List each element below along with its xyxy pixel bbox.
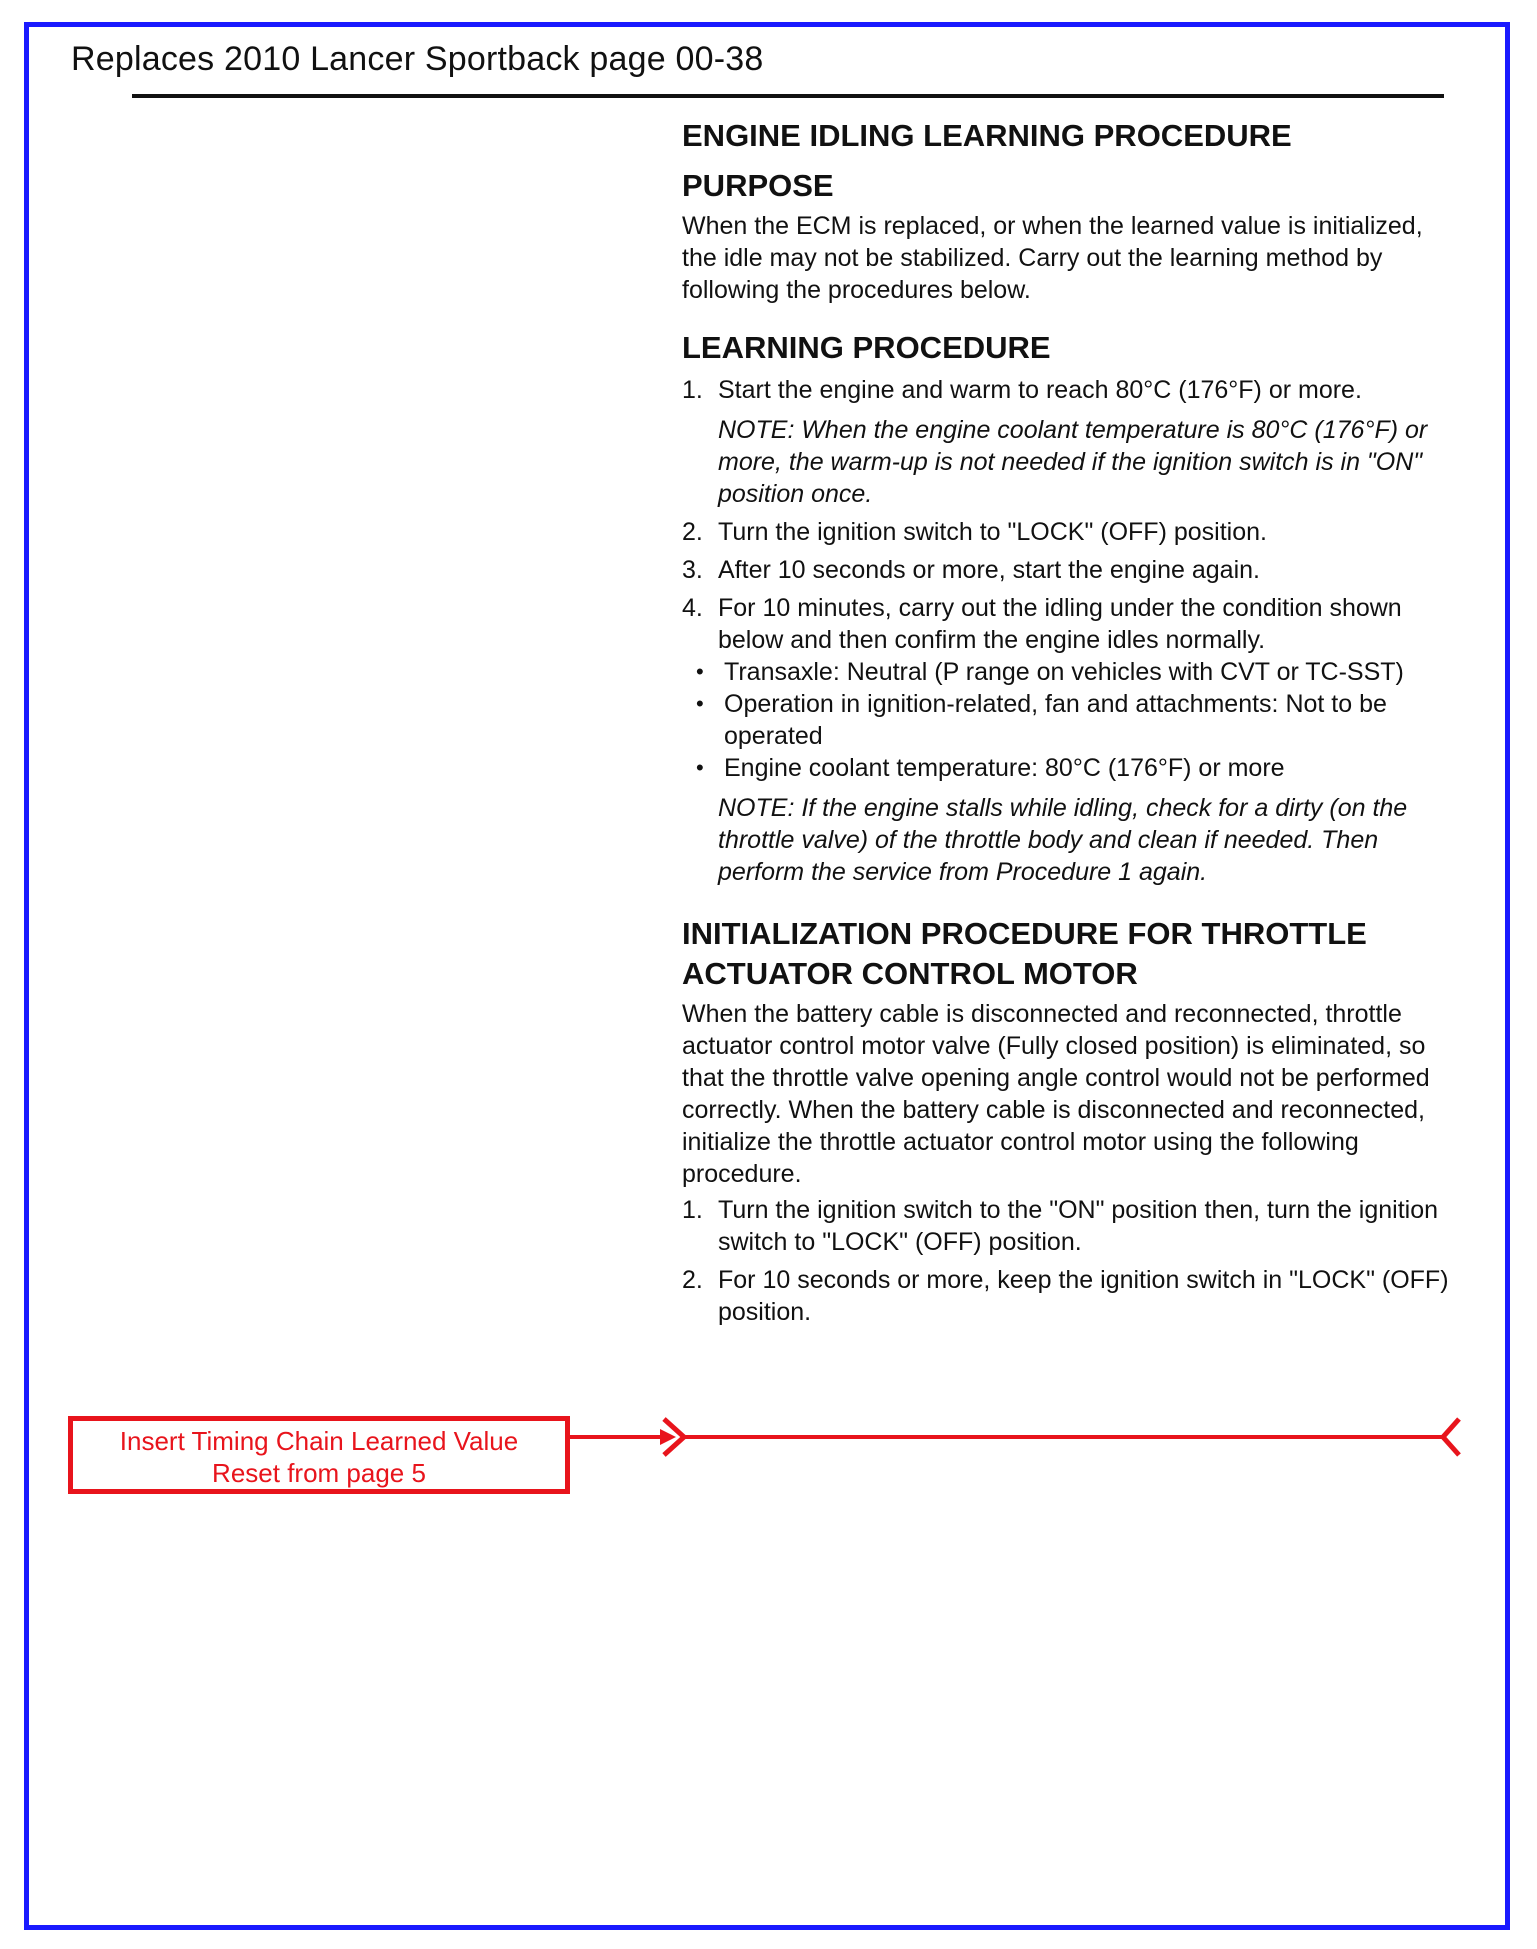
bullet-text: Engine coolant temperature: 80°C (176°F) or more bbox=[724, 754, 1285, 782]
step-number: 3. bbox=[682, 556, 703, 584]
bullet-icon: • bbox=[696, 659, 704, 684]
step-number: 2. bbox=[682, 518, 703, 546]
step-number: 1. bbox=[682, 376, 703, 404]
step-text: Turn the ignition switch to the "ON" position then, turn the ignition switch to "LOCK" (OFF) position. bbox=[718, 1196, 1438, 1256]
insert-note-line-2: Reset from page 5 bbox=[212, 1458, 426, 1488]
step-text: After 10 seconds or more, start the engine again. bbox=[718, 556, 1260, 584]
step-text: Start the engine and warm to reach 80°C (176°F) or more. bbox=[718, 376, 1362, 404]
insert-end-bracket-icon bbox=[1443, 1419, 1459, 1455]
bullet-text: Operation in ignition-related, fan and attachments: Not to be operated bbox=[724, 690, 1387, 750]
arrow-head-icon bbox=[660, 1429, 676, 1445]
idling-procedure-title: ENGINE IDLING LEARNING PROCEDURE bbox=[682, 118, 1292, 153]
step-number: 2. bbox=[682, 1266, 703, 1294]
step-text: For 10 seconds or more, keep the ignition switch in "LOCK" (OFF) position. bbox=[718, 1266, 1449, 1326]
learning-note-2: NOTE: If the engine stalls while idling, check for a dirty (on the throttle valve) of the throttle body and clean if needed. Then perform the service from Procedure 1 again. bbox=[718, 794, 1408, 886]
learning-procedure-heading: LEARNING PROCEDURE bbox=[682, 330, 1051, 365]
step-text: For 10 minutes, carry out the idling under the condition shown below and then confirm the engine idles normally. bbox=[718, 594, 1402, 654]
bullet-icon: • bbox=[696, 755, 704, 780]
insert-note-line-1: Insert Timing Chain Learned Value bbox=[119, 1426, 519, 1456]
throttle-initialization-heading: INITIALIZATION PROCEDURE FOR THROTTLE ACTUATOR CONTROL MOTOR bbox=[682, 916, 1367, 991]
page-header-title: Replaces 2010 Lancer Sportback page 00-38 bbox=[71, 40, 764, 78]
purpose-heading: PURPOSE bbox=[682, 168, 834, 203]
bullet-icon: • bbox=[696, 691, 704, 716]
step-text: Turn the ignition switch to "LOCK" (OFF) position. bbox=[718, 518, 1267, 546]
insert-note-box bbox=[68, 1416, 570, 1494]
throttle-initialization-text: When the battery cable is disconnected and reconnected, throttle actuator control motor valve (Fully closed position) is eliminated, so that the throttle valve opening angle control would not be performed correctly. When the battery cable is disconnected and reconnected, initialize the throttle actuator control motor using the following procedure. bbox=[682, 1000, 1430, 1188]
purpose-text: When the ECM is replaced, or when the learned value is initialized, the idle may not be stabilized. Carry out the learning method by following the procedures below. bbox=[682, 212, 1423, 304]
step-number: 1. bbox=[682, 1196, 703, 1224]
bullet-text: Transaxle: Neutral (P range on vehicles with CVT or TC-SST) bbox=[724, 658, 1404, 686]
step-number: 4. bbox=[682, 594, 703, 622]
learning-note-1: NOTE: When the engine coolant temperature is 80°C (176°F) or more, the warm-up is not needed if the ignition switch is in "ON" position once. bbox=[718, 416, 1428, 508]
